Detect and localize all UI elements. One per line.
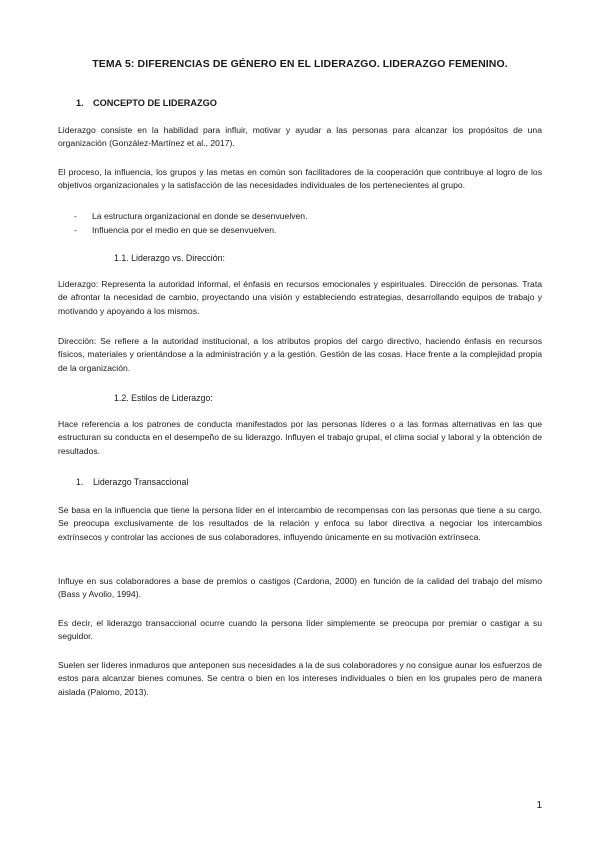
bullet-text: Influencia por el medio en que se desenvuelven. [92,225,277,235]
paragraph-transaccional-definicion: Se basa en la influencia que tiene la persona líder en el intercambio de recompensas con las personas que tiene a su cargo. Se preocupa exclusivamente de los resultados de la relación y enfoca su labor directiva a negociar los intercambios extrínsecos y controlar las acciones de sus colaboradores, influyendo únicamente en su motivación extrínseca. [58,505,542,542]
section-heading-concepto [76,96,217,110]
bullet-text: La estructura organizacional en donde se desenvuelven. [92,211,308,221]
paragraph-lideres-inmaduros: Suelen ser líderes inmaduros que anteponen sus necesidades a la de sus colaboradores y no consigue aunar los esfuerzos de estos para alcanzar bienes comunes. Se centra o bien en los intereses individuales o bien en los grupales pero de manera aislada (Palomo, 2013). [58,660,542,697]
paragraph-estilos: Hace referencia a los patrones de conducta manifestados por las personas líderes o a las formas alternativas en las que estructuran su conducta en el desempeño de su liderazgo. Influyen el trabajo grupal, el clima social y laboral y la obtención de resultados. [58,419,542,456]
document-title: TEMA 5: DIFERENCIAS DE GÉNERO EN EL LIDERAZGO. LIDERAZGO FEMENINO. [92,58,508,70]
subsection-number: 1. [76,477,84,487]
subsection-heading-transaccional [76,476,188,490]
bullet-marker: - [74,211,77,221]
paragraph-liderazgo: Liderazgo: Representa la autoridad informal, el énfasis en recursos emocionales y espirituales. Dirección de personas. Trata de afrontar la necesidad de cambio, proyectando una visión y estableciendo estrategias, desarrollando equipos de trabajo y motivando y apoyando a los mismos. [58,279,542,316]
paragraph-direccion: Dirección: Se refiere a la autoridad institucional, a los atributos propios del cargo directivo, haciendo énfasis en recursos físicos, materiales y orientándose a la administración y a la gestión. Gestión de las cosas. Hace frente a la complejidad propia de la organización. [58,336,542,373]
section-number: 1. [76,98,84,108]
paragraph-es-decir: Es decir, el liderazgo transaccional ocurre cuando la persona líder simplemente se preocupa por premiar o castigar a su seguidor. [58,618,542,642]
subsection-title: Liderazgo Transaccional [93,477,189,487]
section-title: CONCEPTO DE LIDERAZGO [93,98,217,108]
paragraph-definicion: Liderazgo consiste en la habilidad para influir, motivar y ayudar a las personas para alcanzar los propósitos de una organización (González-Martínez et al., 2017). [58,125,542,149]
paragraph-premios-castigos: Influye en sus colaboradores a base de premios o castigos (Cardona, 2000) en función de la calidad del trabajo del mismo (Bass y Avolio, 1994). [58,576,542,600]
bullet-list [74,210,534,238]
page-number: 1 [536,800,542,811]
bullet-marker: - [74,225,77,235]
list-item [74,210,534,224]
subsection-heading-liderazgo-vs-direccion: 1.1. Liderazgo vs. Dirección: [114,253,225,263]
paragraph-proceso: El proceso, la influencia, los grupos y las metas en común son facilitadores de la cooperación que contribuye al logro de los objetivos organizacionales y la satisfacción de las necesidades individuales de los pertenecientes al grupo. [58,167,542,191]
subsection-heading-estilos: 1.2. Estilos de Liderazgo: [114,393,213,403]
list-item [74,224,534,238]
